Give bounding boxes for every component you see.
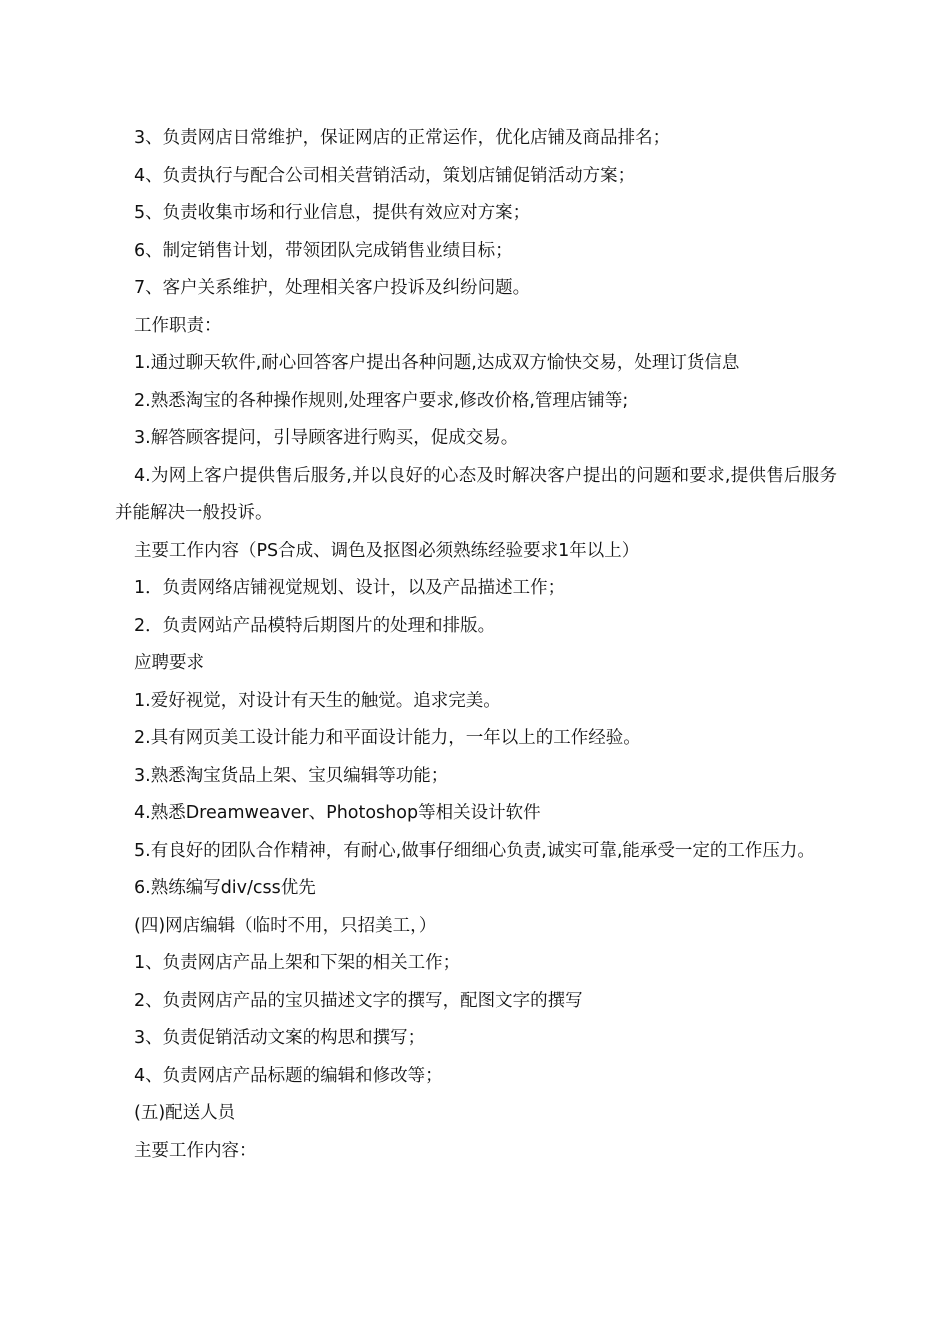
section-five-subheading: 主要工作内容：: [134, 1140, 257, 1161]
main-work-item: 1．负责网络店铺视觉规划、设计，以及产品描述工作；: [134, 578, 566, 598]
requirement-item: 4.熟悉Dreamweaver、Photoshop等相关设计软件: [134, 803, 541, 823]
duty-item: 3、负责网店日常维护，保证网店的正常运作，优化店铺及商品排名；: [134, 128, 671, 148]
main-work-item: 2．负责网站产品模特后期图片的处理和排版。: [134, 615, 496, 636]
section-four-item: 4、负责网店产品标题的编辑和修改等；: [134, 1065, 443, 1086]
duty-item: 5、负责收集市场和行业信息，提供有效应对方案；: [134, 203, 531, 223]
requirements-heading: 应聘要求: [134, 653, 204, 673]
section-four-heading: (四)网店编辑（临时不用，只招美工，）: [134, 915, 437, 936]
responsibilities-heading: 工作职责：: [134, 315, 222, 336]
requirement-item: 3.熟悉淘宝货品上架、宝贝编辑等功能；: [134, 765, 449, 786]
main-work-heading: 主要工作内容（PS合成、调色及抠图必须熟练经验要求1年以上）: [134, 540, 640, 561]
responsibility-item: 2.熟悉淘宝的各种操作规则,处理客户要求,修改价格,管理店铺等;: [134, 390, 629, 411]
responsibility-item: 1.通过聊天软件,耐心回答客户提出各种问题,达成双方愉快交易，处理订货信息: [134, 353, 740, 373]
duty-item: 4、负责执行与配合公司相关营销活动，策划店铺促销活动方案；: [134, 165, 636, 186]
section-five-heading: (五)配送人员: [134, 1103, 236, 1123]
responsibility-item: 3.解答顾客提问，引导顾客进行购买，促成交易。: [134, 428, 519, 448]
requirement-item: 2.具有网页美工设计能力和平面设计能力，一年以上的工作经验。: [134, 728, 641, 748]
requirement-item: 6.熟练编写div/css优先: [134, 878, 316, 898]
document-body: [115, 120, 837, 1170]
responsibility-item: 4.为网上客户提供售后服务,并以良好的心态及时解决客户提出的问题和要求,提供售后服务并能解决一般投诉。: [115, 465, 837, 523]
duty-item: 6、制定销售计划，带领团队完成销售业绩目标；: [134, 240, 513, 261]
section-four-item: 3、负责促销活动文案的构思和撰写；: [134, 1028, 426, 1048]
duty-item: 7、客户关系维护，处理相关客户投诉及纠纷问题。: [134, 278, 531, 298]
requirement-item: 5.有良好的团队合作精神，有耐心,做事仔细细心负责,诚实可靠,能承受一定的工作压力。: [134, 840, 815, 861]
requirement-item: 1.爱好视觉，对设计有天生的触觉。追求完美。: [134, 690, 501, 711]
section-four-item: 2、负责网店产品的宝贝描述文字的撰写，配图文字的撰写: [134, 990, 583, 1011]
section-four-item: 1、负责网店产品上架和下架的相关工作；: [134, 953, 461, 973]
